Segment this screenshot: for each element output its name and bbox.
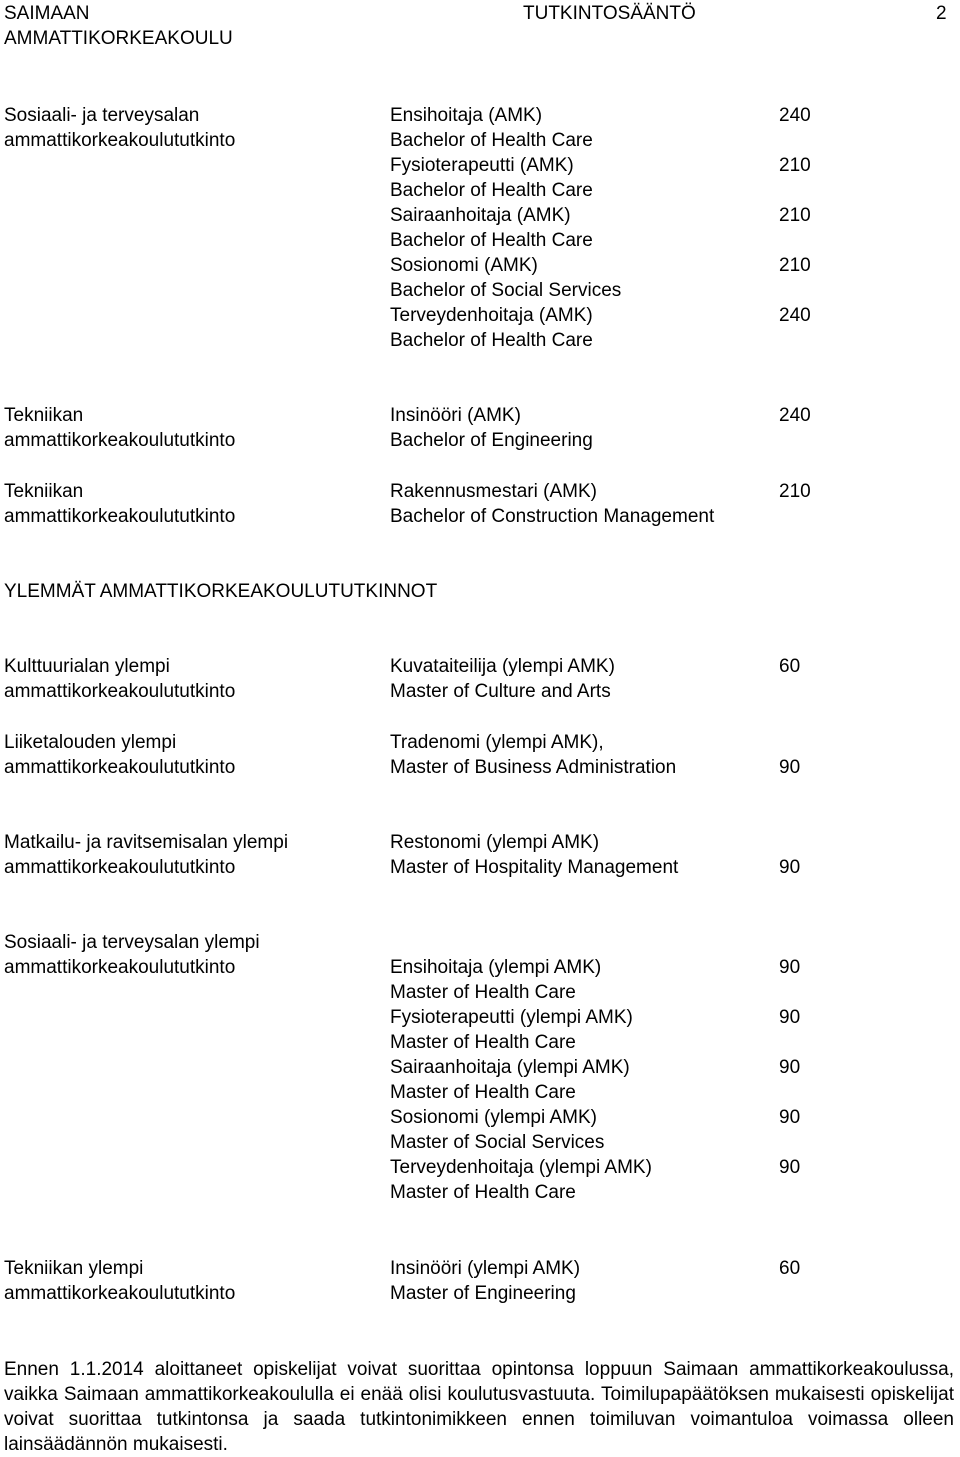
title-fi: Ensihoitaja (AMK) <box>390 105 543 126</box>
title-en: Bachelor of Health Care <box>390 230 593 251</box>
credits: 210 <box>779 205 811 226</box>
degree-name-line1: Sosiaali- ja terveysalan ylempi <box>4 932 260 953</box>
degree-name-line1: Tekniikan <box>4 405 84 426</box>
title-en: Master of Health Care <box>390 1032 576 1053</box>
degree-name-line2: ammattikorkeakoulututkinto <box>4 957 236 978</box>
degree-name-line2: ammattikorkeakoulututkinto <box>4 430 236 451</box>
title-fi: Terveydenhoitaja (ylempi AMK) <box>390 1157 652 1178</box>
degree-name-line2: ammattikorkeakoulututkinto <box>4 757 236 778</box>
title-en: Master of Business Administration <box>390 757 677 778</box>
title-fi: Insinööri (ylempi AMK) <box>390 1258 581 1279</box>
page-number: 2 <box>936 3 947 24</box>
degree-name-line1: Liiketalouden ylempi <box>4 732 177 753</box>
section-heading: YLEMMÄT AMMATTIKORKEAKOULUTUTKINNOT <box>4 581 438 602</box>
title-fi: Fysioterapeutti (AMK) <box>390 155 574 176</box>
degree-name-line2: ammattikorkeakoulututkinto <box>4 506 236 527</box>
title-en: Bachelor of Construction Management <box>390 506 715 527</box>
credits: 90 <box>779 1107 801 1128</box>
title-fi: Restonomi (ylempi AMK) <box>390 832 600 853</box>
credits: 90 <box>779 1157 801 1178</box>
title-en: Bachelor of Health Care <box>390 180 593 201</box>
credits: 90 <box>779 957 801 978</box>
title-en: Master of Engineering <box>390 1283 576 1304</box>
title-en: Master of Health Care <box>390 1082 576 1103</box>
title-fi: Tradenomi (ylempi AMK), <box>390 732 604 753</box>
credits: 210 <box>779 481 811 502</box>
degree-name-line1: Sosiaali- ja terveysalan <box>4 105 200 126</box>
degree-name-line1: Tekniikan <box>4 481 84 502</box>
degree-name-line2: ammattikorkeakoulututkinto <box>4 130 236 151</box>
title-en: Master of Social Services <box>390 1132 605 1153</box>
title-en: Bachelor of Social Services <box>390 280 622 301</box>
title-fi: Terveydenhoitaja (AMK) <box>390 305 593 326</box>
credits: 240 <box>779 305 811 326</box>
title-fi: Sosionomi (ylempi AMK) <box>390 1107 597 1128</box>
credits: 210 <box>779 255 811 276</box>
degree-name-line2: ammattikorkeakoulututkinto <box>4 857 236 878</box>
credits: 210 <box>779 155 811 176</box>
title-fi: Ensihoitaja (ylempi AMK) <box>390 957 602 978</box>
credits: 90 <box>779 1057 801 1078</box>
title-fi: Rakennusmestari (AMK) <box>390 481 597 502</box>
institution-name-line2: AMMATTIKORKEAKOULU <box>4 28 233 49</box>
title-fi: Kuvataiteilija (ylempi AMK) <box>390 656 615 677</box>
degree-name-line1: Tekniikan ylempi <box>4 1258 144 1279</box>
institution-name-line1: SAIMAAN <box>4 3 90 24</box>
credits: 60 <box>779 656 801 677</box>
credits: 90 <box>779 1007 801 1028</box>
credits: 90 <box>779 857 801 878</box>
title-en: Bachelor of Health Care <box>390 130 593 151</box>
title-en: Master of Hospitality Management <box>390 857 679 878</box>
title-en: Master of Culture and Arts <box>390 681 611 702</box>
institution-name <box>4 1 233 51</box>
transition-note-paragraph: Ennen 1.1.2014 aloittaneet opiskelijat voivat suorittaa opintonsa loppuun Saimaan ammattikorkeakoulussa, vaikka Saimaan ammattikorkeakoululla ei enää olisi koulutusvastuuta. Toimilupapäätöksen mukaisesti opiskelijat voivat suorittaa tutkintonsa ja saada tutkintonimikkeen ennen toimiluvan voimantuloa voimassa olleen lainsäädännön mukaisesti. <box>4 1359 954 1455</box>
credits: 240 <box>779 105 811 126</box>
title-en: Master of Health Care <box>390 1182 576 1203</box>
degree-name-line2: ammattikorkeakoulututkinto <box>4 681 236 702</box>
title-en: Bachelor of Engineering <box>390 430 593 451</box>
title-fi: Fysioterapeutti (ylempi AMK) <box>390 1007 633 1028</box>
title-en: Bachelor of Health Care <box>390 330 593 351</box>
title-fi: Sairaanhoitaja (ylempi AMK) <box>390 1057 630 1078</box>
credits: 90 <box>779 757 801 778</box>
credits: 60 <box>779 1258 801 1279</box>
credits: 240 <box>779 405 811 426</box>
degree-name-line2: ammattikorkeakoulututkinto <box>4 1283 236 1304</box>
document-title: TUTKINTOSÄÄNTÖ <box>523 3 696 24</box>
title-fi: Insinööri (AMK) <box>390 405 521 426</box>
title-fi: Sairaanhoitaja (AMK) <box>390 205 571 226</box>
degree-name-line1: Matkailu- ja ravitsemisalan ylempi <box>4 832 289 853</box>
degree-name-line1: Kulttuurialan ylempi <box>4 656 170 677</box>
title-en: Master of Health Care <box>390 982 576 1003</box>
title-fi: Sosionomi (AMK) <box>390 255 538 276</box>
